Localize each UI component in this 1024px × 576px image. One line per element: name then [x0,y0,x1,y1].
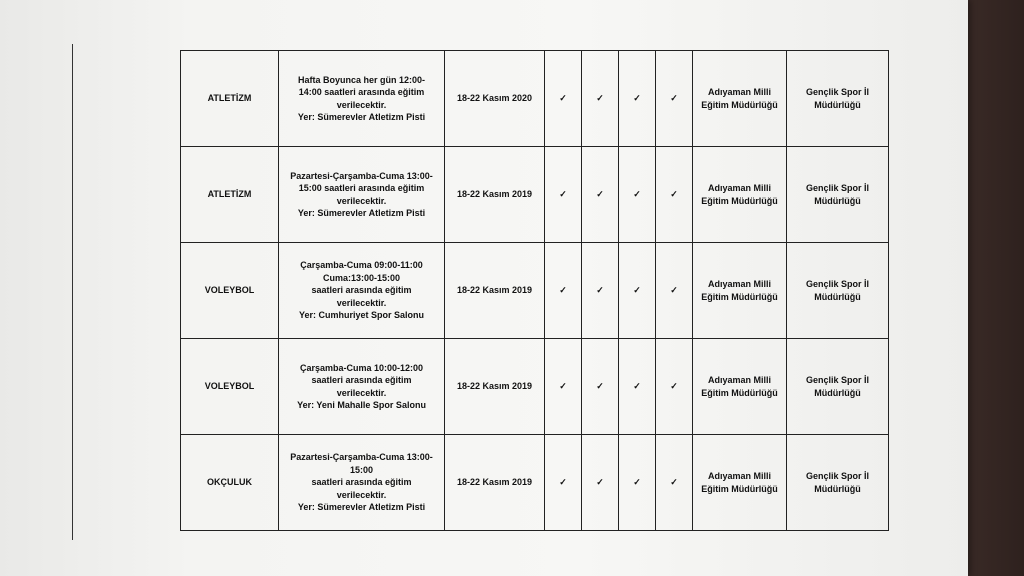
schedule-line: Pazartesi-Çarşamba-Cuma 13:00- [290,452,433,463]
desk-background [960,0,1024,576]
check-mark-icon: ✓ [545,435,582,531]
check-mark-icon: ✓ [619,51,656,147]
schedule-line: saatleri arasında eğitim [311,375,412,385]
margin-line [72,44,73,540]
schedule-cell [279,243,445,339]
check-mark-icon: ✓ [582,147,619,243]
schedule-line: Yer: Yeni Mahalle Spor Salonu [297,400,426,410]
schedule-line: Pazartesi-Çarşamba-Cuma 13:00- [290,170,433,181]
schedule-line: Hafta Boyunca her gün 12:00- [297,74,426,85]
date-cell: 18-22 Kasım 2019 [445,243,545,339]
check-mark-icon: ✓ [619,339,656,435]
sport-cell: ATLETİZM [181,51,279,147]
schedule-line: Yer: Cumhuriyet Spor Salonu [298,310,425,321]
partner-cell: Gençlik Spor İl Müdürlüğü [787,435,889,531]
schedule-line: Yer: Sümerevler Atletizm Pisti [297,208,426,218]
partner-cell: Gençlik Spor İl Müdürlüğü [787,147,889,243]
organizer-cell: Adıyaman Milli Eğitim Müdürlüğü [693,339,787,435]
table-row [181,243,889,339]
sport-cell: ATLETİZM [181,147,279,243]
check-mark-icon: ✓ [656,51,693,147]
check-mark-icon: ✓ [619,435,656,531]
check-mark-icon: ✓ [619,147,656,243]
check-mark-icon: ✓ [656,243,693,339]
schedule-line: verilecektir. [336,99,387,110]
schedule-line: Çarşamba-Cuma 10:00-12:00 [299,362,424,373]
schedule-line: verilecektir. [336,489,387,500]
schedule-cell [279,51,445,147]
table-row [181,435,889,531]
schedule-line: verilecektir. [336,297,387,308]
schedule-cell [279,147,445,243]
schedule-line: 15:00 saatleri arasında eğitim [298,183,425,193]
check-mark-icon: ✓ [656,147,693,243]
organizer-cell: Adıyaman Milli Eğitim Müdürlüğü [693,243,787,339]
schedule-line: saatleri arasında eğitim [311,477,412,488]
table-row [181,147,889,243]
check-mark-icon: ✓ [545,51,582,147]
schedule-line: Yer: Sümerevler Atletizm Pisti [297,502,426,513]
schedule-line: saatleri arasında eğitim [311,285,412,296]
schedule-line: verilecektir. [336,195,387,206]
schedule-line: Cuma:13:00-15:00 [322,272,401,283]
schedule-line: verilecektir. [336,387,387,398]
check-mark-icon: ✓ [582,339,619,435]
check-mark-icon: ✓ [619,243,656,339]
date-cell: 18-22 Kasım 2019 [445,147,545,243]
training-schedule-table [180,50,889,531]
schedule-line: 14:00 saatleri arasında eğitim [298,87,425,97]
schedule-cell [279,339,445,435]
schedule-line: Çarşamba-Cuma 09:00-11:00 [300,260,423,271]
check-mark-icon: ✓ [582,243,619,339]
check-mark-icon: ✓ [545,339,582,435]
table-row [181,339,889,435]
partner-cell: Gençlik Spor İl Müdürlüğü [787,51,889,147]
organizer-cell: Adıyaman Milli Eğitim Müdürlüğü [693,435,787,531]
schedule-cell [279,435,445,531]
sport-cell: VOLEYBOL [181,339,279,435]
date-cell: 18-22 Kasım 2019 [445,339,545,435]
sport-cell: OKÇULUK [181,435,279,531]
organizer-cell: Adıyaman Milli Eğitim Müdürlüğü [693,147,787,243]
partner-cell: Gençlik Spor İl Müdürlüğü [787,243,889,339]
partner-cell: Gençlik Spor İl Müdürlüğü [787,339,889,435]
sport-cell: VOLEYBOL [181,243,279,339]
date-cell: 18-22 Kasım 2019 [445,435,545,531]
table-row [181,51,889,147]
organizer-cell: Adıyaman Milli Eğitim Müdürlüğü [693,51,787,147]
date-cell: 18-22 Kasım 2020 [445,51,545,147]
check-mark-icon: ✓ [545,147,582,243]
check-mark-icon: ✓ [656,339,693,435]
check-mark-icon: ✓ [545,243,582,339]
check-mark-icon: ✓ [656,435,693,531]
check-mark-icon: ✓ [582,435,619,531]
schedule-line: Yer: Sümerevler Atletizm Pisti [297,112,426,122]
schedule-line: 15:00 [349,464,374,475]
check-mark-icon: ✓ [582,51,619,147]
